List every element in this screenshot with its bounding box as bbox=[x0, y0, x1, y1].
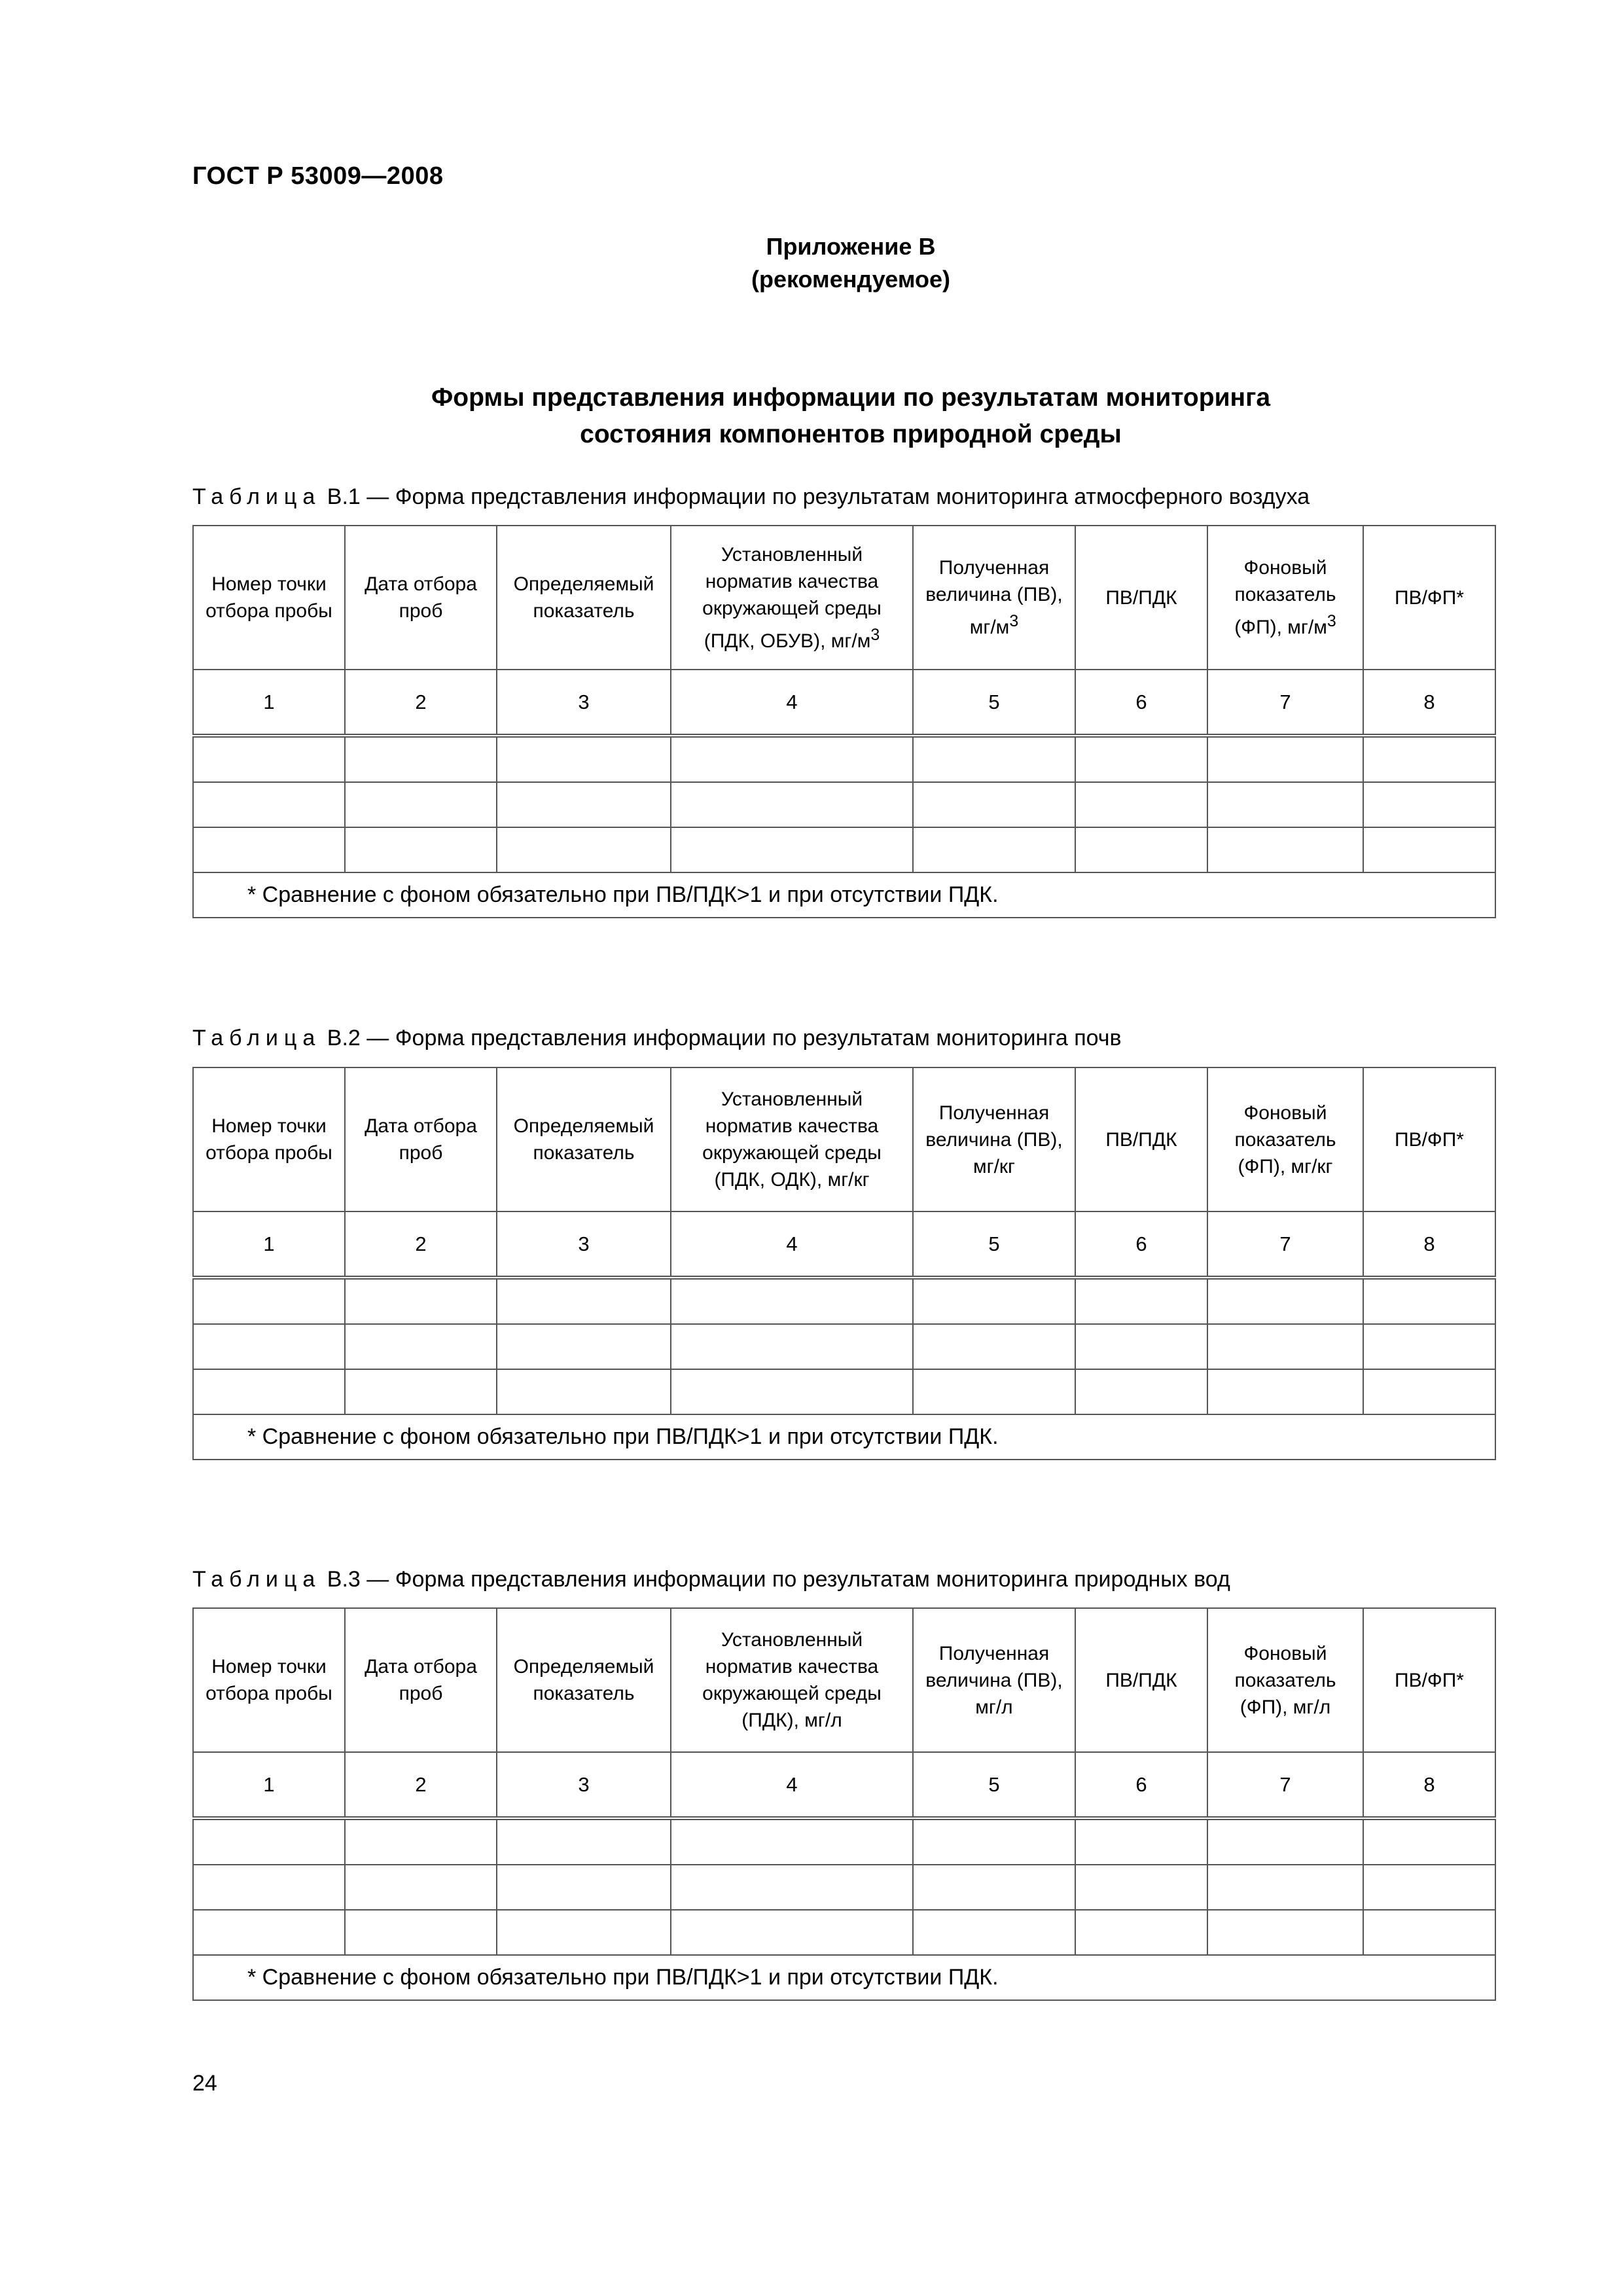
empty-cell bbox=[193, 1865, 345, 1910]
empty-cell bbox=[1363, 827, 1495, 872]
table-b2-number-cell: 6 bbox=[1075, 1211, 1207, 1278]
empty-cell bbox=[193, 1369, 345, 1414]
empty-cell bbox=[497, 1818, 671, 1865]
empty-cell bbox=[1207, 827, 1363, 872]
table-b1-superscript: 3 bbox=[1009, 612, 1019, 630]
table-b2-header-cell: Полученная величина (ПВ), мг/кг bbox=[913, 1067, 1075, 1211]
table-b3-header-cell: Полученная величина (ПВ), мг/л bbox=[913, 1608, 1075, 1752]
empty-cell bbox=[1207, 1865, 1363, 1910]
empty-cell bbox=[1207, 736, 1363, 782]
table-b3-number-cell: 7 bbox=[1207, 1752, 1363, 1818]
empty-cell bbox=[913, 827, 1075, 872]
empty-cell bbox=[1207, 1324, 1363, 1369]
appendix-heading bbox=[0, 230, 1623, 296]
table-b1-number-cell: 2 bbox=[345, 670, 497, 736]
empty-cell bbox=[1363, 1865, 1495, 1910]
empty-cell bbox=[193, 1324, 345, 1369]
table-b2-header-cell: ПВ/ПДК bbox=[1075, 1067, 1207, 1211]
table-b3-empty-row bbox=[193, 1910, 1495, 1955]
table-b2-caption-text: В.2 — Форма представления информации по результатам мониторинга почв bbox=[327, 1026, 1122, 1050]
table-b1-caption bbox=[192, 484, 1310, 510]
table-b3-caption bbox=[192, 1567, 1230, 1592]
table-b1-header-cell bbox=[671, 526, 913, 670]
table-b1-number-row bbox=[193, 670, 1495, 736]
empty-cell bbox=[1075, 1278, 1207, 1324]
table-b1-header-row bbox=[193, 526, 1495, 670]
table-b1-empty-row bbox=[193, 782, 1495, 827]
table-b1-number-cell: 4 bbox=[671, 670, 913, 736]
table-b1-number-cell: 6 bbox=[1075, 670, 1207, 736]
table-b1-header-cell bbox=[1207, 526, 1363, 670]
empty-cell bbox=[1075, 1910, 1207, 1955]
table-b1-number-cell: 5 bbox=[913, 670, 1075, 736]
empty-cell bbox=[497, 1369, 671, 1414]
empty-cell bbox=[345, 1818, 497, 1865]
table-b2-number-cell: 5 bbox=[913, 1211, 1075, 1278]
table-b1-header-cell: Номер точки отбора пробы bbox=[193, 526, 345, 670]
table-b2 bbox=[192, 1067, 1496, 1460]
table-b2-header-cell: ПВ/ФП* bbox=[1363, 1067, 1495, 1211]
table-b3-header-cell: Определяемый показатель bbox=[497, 1608, 671, 1752]
table-b3-header-cell: Фоновый показатель (ФП), мг/л bbox=[1207, 1608, 1363, 1752]
table-b3-number-cell: 6 bbox=[1075, 1752, 1207, 1818]
table-b2-header-cell: Дата отбора проб bbox=[345, 1067, 497, 1211]
table-b3-empty-row bbox=[193, 1865, 1495, 1910]
empty-cell bbox=[345, 1278, 497, 1324]
empty-cell bbox=[345, 827, 497, 872]
empty-cell bbox=[345, 736, 497, 782]
table-b3-header-cell: Номер точки отбора пробы bbox=[193, 1608, 345, 1752]
table-b3-number-row bbox=[193, 1752, 1495, 1818]
empty-cell bbox=[913, 1324, 1075, 1369]
empty-cell bbox=[497, 1278, 671, 1324]
page-number: 24 bbox=[192, 2071, 217, 2096]
table-b1-footnote: * Сравнение с фоном обязательно при ПВ/ПДК>1 и при отсутствии ПДК. bbox=[193, 872, 1495, 918]
empty-cell bbox=[671, 1278, 913, 1324]
empty-cell bbox=[913, 1278, 1075, 1324]
table-b3-number-cell: 3 bbox=[497, 1752, 671, 1818]
empty-cell bbox=[671, 1910, 913, 1955]
table-b1-header-text: Установленный норматив качества окружающей среды (ПДК, ОБУВ), мг/м bbox=[702, 543, 882, 652]
table-b3-number-cell: 1 bbox=[193, 1752, 345, 1818]
empty-cell bbox=[193, 827, 345, 872]
empty-cell bbox=[913, 782, 1075, 827]
table-b2-number-cell: 4 bbox=[671, 1211, 913, 1278]
table-b2-number-cell: 8 bbox=[1363, 1211, 1495, 1278]
empty-cell bbox=[913, 1369, 1075, 1414]
table-b2-header-row bbox=[193, 1067, 1495, 1211]
table-b2-number-cell: 1 bbox=[193, 1211, 345, 1278]
empty-cell bbox=[1363, 782, 1495, 827]
empty-cell bbox=[1363, 1910, 1495, 1955]
table-b3-footnote: * Сравнение с фоном обязательно при ПВ/ПДК>1 и при отсутствии ПДК. bbox=[193, 1955, 1495, 2000]
table-b1 bbox=[192, 525, 1496, 918]
empty-cell bbox=[671, 736, 913, 782]
empty-cell bbox=[671, 827, 913, 872]
table-b1-note-row bbox=[193, 872, 1495, 918]
empty-cell bbox=[497, 782, 671, 827]
empty-cell bbox=[1363, 1278, 1495, 1324]
empty-cell bbox=[345, 1910, 497, 1955]
empty-cell bbox=[193, 736, 345, 782]
table-b1-header-text: Полученная величина (ПВ), мг/м bbox=[925, 557, 1063, 638]
empty-cell bbox=[345, 782, 497, 827]
table-b1-empty-row bbox=[193, 827, 1495, 872]
table-b1-header-cell: Определяемый показатель bbox=[497, 526, 671, 670]
empty-cell bbox=[497, 1324, 671, 1369]
table-b3-header-row bbox=[193, 1608, 1495, 1752]
table-b1-header-text: Фоновый показатель (ФП), мг/м bbox=[1234, 557, 1336, 638]
table-b3-caption-text: В.3 — Форма представления информации по результатам мониторинга природных вод bbox=[327, 1567, 1230, 1592]
table-b1-header-cell: ПВ/ПДК bbox=[1075, 526, 1207, 670]
empty-cell bbox=[193, 1278, 345, 1324]
empty-cell bbox=[1207, 1818, 1363, 1865]
empty-cell bbox=[1075, 736, 1207, 782]
empty-cell bbox=[497, 1910, 671, 1955]
table-b2-number-row bbox=[193, 1211, 1495, 1278]
table-b1-superscript: 3 bbox=[1327, 612, 1336, 630]
table-b2-empty-row bbox=[193, 1369, 1495, 1414]
appendix-status: (рекомендуемое) bbox=[751, 266, 950, 293]
table-b3-note-row bbox=[193, 1955, 1495, 2000]
table-b3-header-cell: ПВ/ПДК bbox=[1075, 1608, 1207, 1752]
appendix-title: Приложение В bbox=[766, 233, 936, 260]
table-b2-caption-word: Таблица bbox=[192, 1026, 321, 1050]
table-b3 bbox=[192, 1607, 1496, 2001]
empty-cell bbox=[497, 827, 671, 872]
empty-cell bbox=[1075, 1818, 1207, 1865]
table-b1-number-cell: 3 bbox=[497, 670, 671, 736]
table-b2-header-cell: Номер точки отбора пробы bbox=[193, 1067, 345, 1211]
empty-cell bbox=[1075, 1369, 1207, 1414]
empty-cell bbox=[913, 1818, 1075, 1865]
empty-cell bbox=[913, 1865, 1075, 1910]
table-b2-note-row bbox=[193, 1414, 1495, 1460]
section-title-line-1: Формы представления информации по результатам мониторинга bbox=[431, 384, 1271, 412]
table-b3-header-cell: Дата отбора проб bbox=[345, 1608, 497, 1752]
table-b2-empty-row bbox=[193, 1324, 1495, 1369]
empty-cell bbox=[345, 1369, 497, 1414]
empty-cell bbox=[1207, 1278, 1363, 1324]
empty-cell bbox=[671, 1369, 913, 1414]
table-b2-header-cell: Определяемый показатель bbox=[497, 1067, 671, 1211]
empty-cell bbox=[1207, 1910, 1363, 1955]
table-b1-number-cell: 8 bbox=[1363, 670, 1495, 736]
table-b3-number-cell: 5 bbox=[913, 1752, 1075, 1818]
table-b3-number-cell: 2 bbox=[345, 1752, 497, 1818]
table-b3-caption-word: Таблица bbox=[192, 1567, 321, 1592]
table-b1-caption-word: Таблица bbox=[192, 484, 321, 509]
table-b2-number-cell: 2 bbox=[345, 1211, 497, 1278]
table-b3-number-cell: 8 bbox=[1363, 1752, 1495, 1818]
section-title bbox=[0, 380, 1623, 453]
empty-cell bbox=[1363, 1818, 1495, 1865]
table-b2-empty-row bbox=[193, 1278, 1495, 1324]
empty-cell bbox=[193, 782, 345, 827]
table-b3-header-cell: ПВ/ФП* bbox=[1363, 1608, 1495, 1752]
empty-cell bbox=[671, 1865, 913, 1910]
table-b1-number-cell: 1 bbox=[193, 670, 345, 736]
empty-cell bbox=[1363, 736, 1495, 782]
table-b1-header-cell: ПВ/ФП* bbox=[1363, 526, 1495, 670]
table-b3-number-cell: 4 bbox=[671, 1752, 913, 1818]
table-b1-empty-row bbox=[193, 736, 1495, 782]
empty-cell bbox=[1075, 827, 1207, 872]
empty-cell bbox=[1363, 1324, 1495, 1369]
table-b2-number-cell: 7 bbox=[1207, 1211, 1363, 1278]
table-b3-header-cell: Установленный норматив качества окружающей среды (ПДК), мг/л bbox=[671, 1608, 913, 1752]
table-b2-header-cell: Установленный норматив качества окружающей среды (ПДК, ОДК), мг/кг bbox=[671, 1067, 913, 1211]
empty-cell bbox=[1363, 1369, 1495, 1414]
table-b2-header-cell: Фоновый показатель (ФП), мг/кг bbox=[1207, 1067, 1363, 1211]
table-b1-number-cell: 7 bbox=[1207, 670, 1363, 736]
table-b3-empty-row bbox=[193, 1818, 1495, 1865]
table-b1-header-cell bbox=[913, 526, 1075, 670]
section-title-line-2: состояния компонентов природной среды bbox=[580, 420, 1122, 448]
empty-cell bbox=[1207, 1369, 1363, 1414]
table-b1-caption-text: В.1 — Форма представления информации по результатам мониторинга атмосферного воздуха bbox=[327, 484, 1310, 509]
table-b2-caption bbox=[192, 1026, 1122, 1051]
empty-cell bbox=[1075, 1324, 1207, 1369]
empty-cell bbox=[913, 1910, 1075, 1955]
empty-cell bbox=[1075, 782, 1207, 827]
empty-cell bbox=[497, 736, 671, 782]
empty-cell bbox=[497, 1865, 671, 1910]
empty-cell bbox=[671, 1324, 913, 1369]
table-b1-superscript: 3 bbox=[870, 625, 880, 644]
empty-cell bbox=[1207, 782, 1363, 827]
empty-cell bbox=[671, 782, 913, 827]
table-b2-footnote: * Сравнение с фоном обязательно при ПВ/ПДК>1 и при отсутствии ПДК. bbox=[193, 1414, 1495, 1460]
table-b2-number-cell: 3 bbox=[497, 1211, 671, 1278]
empty-cell bbox=[913, 736, 1075, 782]
empty-cell bbox=[345, 1865, 497, 1910]
empty-cell bbox=[193, 1818, 345, 1865]
empty-cell bbox=[671, 1818, 913, 1865]
empty-cell bbox=[1075, 1865, 1207, 1910]
table-b1-header-cell: Дата отбора проб bbox=[345, 526, 497, 670]
empty-cell bbox=[345, 1324, 497, 1369]
document-code: ГОСТ Р 53009—2008 bbox=[192, 162, 444, 190]
empty-cell bbox=[193, 1910, 345, 1955]
